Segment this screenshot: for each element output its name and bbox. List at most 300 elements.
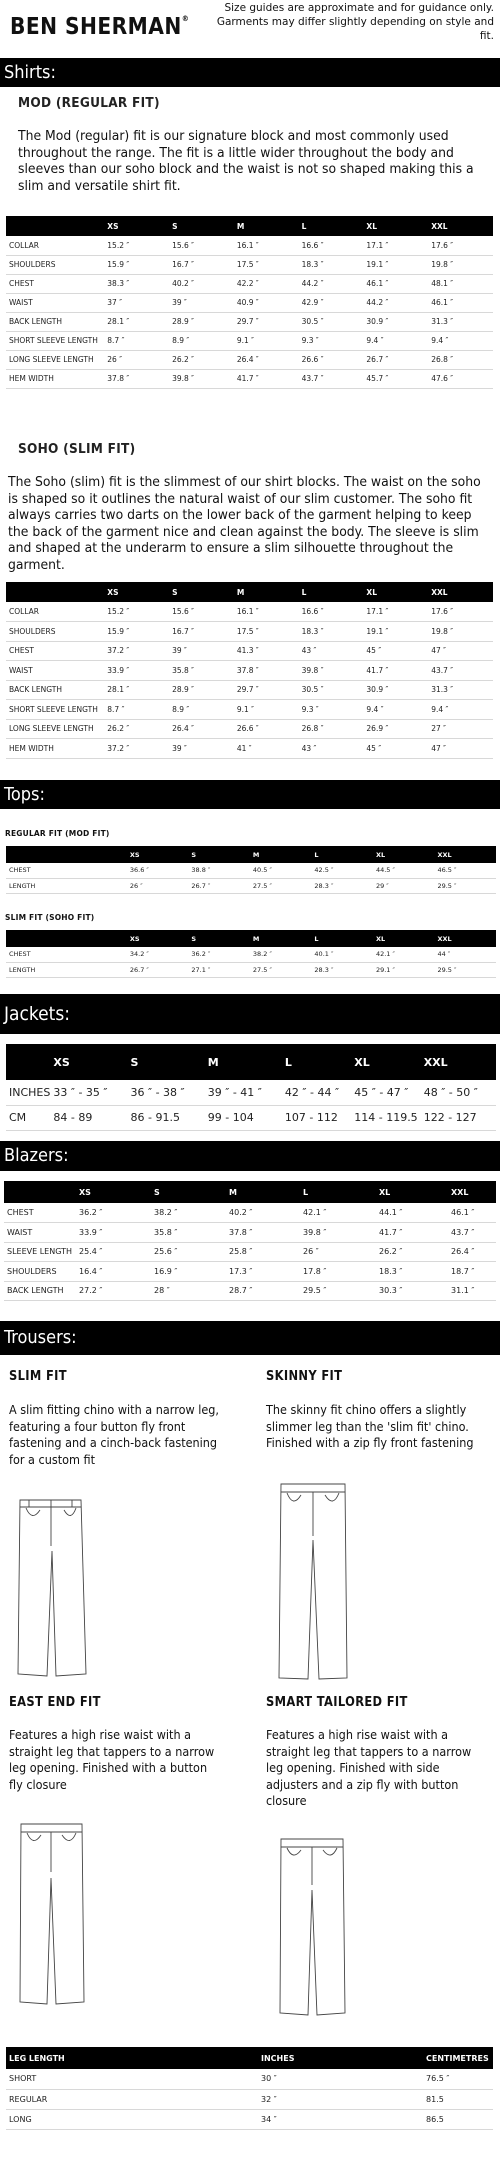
table-cell: 9.3 ″ — [301, 336, 319, 345]
table-cell: 28.1 ″ — [107, 317, 130, 326]
table-cell: 36.6 ″ — [129, 866, 149, 875]
table-row — [4, 1242, 496, 1262]
section-title-trousers: Trousers: — [0, 1321, 500, 1355]
table-cell: 16.4 ″ — [79, 1266, 103, 1276]
table-cell: 15.2 ″ — [107, 607, 130, 616]
table-cell: 36.2 ″ — [79, 1208, 103, 1217]
page-header — [0, 0, 500, 58]
table-cell: 27.1 ″ — [191, 965, 211, 974]
table-cell: 19.8 ″ — [431, 260, 454, 269]
disclaimer-line: Size guides are approximate and for guidance only. — [224, 2, 494, 14]
table-cell: 43 ″ — [301, 646, 317, 656]
column-header: XL — [375, 850, 386, 859]
row-label: HEM WIDTH — [9, 374, 54, 383]
trouser-fit-title: SKINNY FIT — [266, 1368, 343, 1384]
column-header: S — [191, 850, 197, 859]
skinny-fit-trouser-illustration — [273, 1480, 353, 1685]
table-cell: 15.2 ″ — [107, 240, 130, 250]
column-header: XS — [129, 850, 140, 859]
section-title-shirts: Shirts: — [0, 58, 500, 87]
table-header-row — [4, 1181, 496, 1203]
table-cell: 27.2 ″ — [79, 1286, 103, 1296]
table-cell: 25.4 ″ — [79, 1247, 103, 1257]
table-cell: 16.6 ″ — [301, 607, 324, 616]
column-header: S — [130, 1055, 139, 1069]
table-cell: 86 - 91.5 — [130, 1111, 180, 1124]
table-cell: 39.8 ″ — [303, 1227, 327, 1237]
table-cell: 18.3 ″ — [379, 1266, 403, 1276]
row-label: BACK LENGTH — [9, 685, 62, 695]
column-header: L — [314, 934, 319, 943]
leg-length-table — [6, 2047, 493, 2130]
east-end-fit-trouser-illustration — [16, 1820, 88, 2010]
row-label: SHORT — [9, 2074, 37, 2084]
table-cell: 19.8 ″ — [431, 626, 454, 636]
row-label: CHEST — [9, 950, 31, 959]
column-header: CENTIMETRES — [426, 2053, 489, 2063]
table-cell: 46.5 ″ — [437, 866, 457, 875]
table-cell: 46.1 ″ — [431, 298, 454, 307]
table-cell: 9.1 ″ — [236, 704, 254, 714]
table-cell: 17.6 ″ — [431, 240, 454, 250]
column-header: S — [172, 221, 178, 231]
table-cell: 8.7 ″ — [107, 336, 125, 345]
table-cell: 18.7 ″ — [451, 1266, 475, 1276]
soho-fit-title: SOHO (SLIM FIT) — [18, 441, 136, 457]
table-cell: 40.1 ″ — [314, 950, 334, 959]
column-header: L — [303, 1187, 309, 1197]
table-cell: 38.2 ″ — [252, 950, 272, 959]
mod-fit-title: MOD (REGULAR FIT) — [18, 95, 160, 111]
table-cell: 41.3 ″ — [236, 646, 259, 656]
section-title-tops: Tops: — [0, 780, 500, 809]
table-cell: 25.8 ″ — [229, 1247, 253, 1257]
brand-logo: BEN SHERMAN® — [10, 14, 190, 40]
table-row — [4, 1262, 496, 1282]
table-row — [6, 331, 493, 350]
table-cell: 31.3 ″ — [431, 685, 454, 695]
table-cell: 9.4 ″ — [366, 336, 384, 345]
table-cell: 31.1 ″ — [451, 1286, 475, 1296]
table-row — [4, 1281, 496, 1301]
table-cell: 45 ″ — [366, 646, 382, 656]
table-cell: 42.1 ″ — [303, 1208, 327, 1217]
table-cell: 44.5 ″ — [375, 866, 395, 875]
table-cell: 29.5 ″ — [437, 965, 457, 974]
row-label: SHOULDERS — [9, 626, 56, 636]
table-cell: 42.5 ″ — [314, 866, 334, 875]
table-cell: 46.1 ″ — [451, 1208, 475, 1217]
row-label: LONG SLEEVE LENGTH — [9, 355, 94, 364]
mod-fit-size-table — [6, 216, 493, 389]
table-row — [6, 2109, 493, 2129]
trouser-fit-description: Features a high rise waist with a straight leg that tappers to a narrow leg opening. Finished with side adjusters and a zip fly with button closure — [266, 1727, 472, 1808]
row-label: CM — [9, 1111, 27, 1124]
table-cell: 29.7 ″ — [236, 685, 259, 695]
table-row — [6, 255, 493, 274]
table-cell: 42.1 ″ — [375, 950, 395, 959]
column-header — [6, 1044, 50, 1080]
table-cell: 28.9 ″ — [172, 685, 194, 695]
table-cell: 38.2 ″ — [154, 1208, 178, 1217]
table-cell: 39 ″ — [172, 743, 187, 753]
row-label: CHEST — [9, 646, 34, 656]
table-cell: 16.7 ″ — [172, 260, 194, 269]
table-cell: 16.9 ″ — [154, 1266, 178, 1276]
table-row — [6, 947, 496, 962]
jackets-size-table — [6, 1044, 496, 1131]
table-row — [6, 680, 493, 700]
table-cell: 34 ″ — [261, 2114, 277, 2124]
table-row — [6, 2069, 493, 2089]
table-cell: 30.5 ″ — [301, 685, 324, 695]
table-cell: 26.7 ″ — [129, 965, 149, 974]
row-label: LENGTH — [9, 881, 36, 890]
column-header: M — [252, 934, 260, 943]
table-cell: 41.7 ″ — [236, 374, 259, 383]
table-cell: 8.9 ″ — [172, 336, 190, 345]
table-cell: 26 ″ — [107, 355, 123, 364]
table-cell: 40.9 ″ — [236, 298, 259, 307]
table-cell: 26 ″ — [303, 1247, 319, 1257]
table-cell: 17.5 ″ — [236, 260, 259, 269]
table-header-row — [6, 846, 496, 863]
table-cell: 37.8 ″ — [236, 665, 259, 675]
trouser-fit-title: EAST END FIT — [9, 1694, 101, 1710]
table-row — [6, 1105, 496, 1130]
column-header: M — [229, 1187, 237, 1197]
table-cell: 48 ″ - 50 ″ — [423, 1085, 478, 1099]
table-cell: 27.5 ″ — [252, 881, 272, 890]
column-header — [6, 846, 127, 863]
table-cell: 35.8 ″ — [172, 665, 194, 675]
table-cell: 28.3 ″ — [314, 881, 334, 890]
soho-fit-description: The Soho (slim) fit is the slimmest of our shirt blocks. The waist on the soho is shaped so it outlines the natural waist of our slim customer. The soho fit always carries two darts on the lower back of the garment helping to keep the back of the garment nice and clean against the body. The sleeve is slim and shaped at the underarm to ensure a slim silhouette throughout the garment. — [8, 474, 481, 573]
table-header-row — [6, 582, 493, 602]
table-cell: 15.9 ″ — [107, 626, 130, 636]
table-cell: 29.5 ″ — [437, 881, 457, 890]
table-cell: 42 ″ - 44 ″ — [284, 1085, 340, 1099]
table-cell: 47 ″ — [431, 646, 446, 656]
table-cell: 29.7 ″ — [236, 317, 259, 326]
row-label: SLEEVE LENGTH — [7, 1247, 73, 1257]
table-cell: 30.3 ″ — [379, 1286, 403, 1296]
table-cell: 27 ″ — [431, 724, 446, 734]
blazers-size-table — [4, 1181, 496, 1301]
disclaimer — [204, 1, 494, 43]
table-cell: 39 ″ — [172, 646, 187, 656]
row-label: REGULAR — [9, 2094, 48, 2104]
table-row — [6, 661, 493, 681]
table-cell: 38.8 ″ — [191, 866, 211, 875]
tops-regular-size-table — [6, 846, 496, 894]
table-cell: 44 ″ — [437, 950, 451, 959]
column-header — [6, 582, 104, 602]
table-cell: 44.2 ″ — [301, 279, 324, 288]
table-cell: 43.7 ″ — [301, 374, 324, 383]
table-cell: 45.7 ″ — [366, 374, 389, 383]
column-header: L — [301, 587, 307, 597]
table-cell: 39.8 ″ — [301, 665, 324, 675]
table-row — [6, 236, 493, 255]
table-header-row — [6, 930, 496, 947]
tops-regular-fit-title: REGULAR FIT (MOD FIT) — [5, 829, 110, 838]
table-cell: 17.5 ″ — [236, 626, 259, 636]
table-cell: 26.9 ″ — [366, 724, 389, 734]
column-header: S — [172, 587, 178, 597]
row-label: COLLAR — [9, 240, 40, 250]
table-cell: 37.8 ″ — [107, 374, 130, 383]
row-label: HEM WIDTH — [9, 743, 54, 753]
table-cell: 28.9 ″ — [172, 317, 194, 326]
table-cell: 25.6 ″ — [154, 1247, 178, 1257]
table-cell: 42.2 ″ — [236, 279, 259, 288]
row-label: WAIST — [9, 298, 33, 307]
table-cell: 29 ″ — [375, 881, 389, 890]
table-cell: 40.2 ″ — [172, 279, 194, 288]
column-header: XS — [79, 1187, 91, 1197]
table-cell: 30.5 ″ — [301, 317, 324, 326]
table-cell: 17.3 ″ — [229, 1266, 253, 1276]
table-cell: 26 ″ — [129, 881, 143, 890]
table-row — [6, 274, 493, 293]
column-header: M — [252, 850, 260, 859]
column-header: XS — [129, 934, 140, 943]
trouser-fit-title: SMART TAILORED FIT — [266, 1694, 408, 1710]
table-row — [6, 641, 493, 661]
slim-fit-trouser-illustration — [14, 1496, 89, 1681]
row-label: LENGTH — [9, 965, 36, 974]
row-label: COLLAR — [9, 607, 40, 616]
column-header: LEG LENGTH — [9, 2053, 65, 2063]
column-header: XL — [375, 934, 386, 943]
table-cell: 36 ″ - 38 ″ — [130, 1085, 185, 1099]
column-header: L — [314, 850, 319, 859]
table-cell: 28 ″ — [154, 1286, 170, 1296]
table-row — [6, 293, 493, 312]
table-row — [6, 719, 493, 739]
table-cell: 26.6 ″ — [301, 355, 324, 364]
column-header: XXL — [437, 934, 452, 943]
table-cell: 15.6 ″ — [172, 240, 194, 250]
table-cell: 33 ″ - 35 ″ — [53, 1085, 108, 1099]
column-header — [6, 930, 127, 947]
trouser-fit-description: Features a high rise waist with a straight leg that tappers to a narrow leg opening. Finished with a button fly closure — [9, 1727, 215, 1792]
table-cell: 16.1 ″ — [236, 240, 259, 250]
table-cell: 37.2 ″ — [107, 743, 130, 753]
table-cell: 26.8 ″ — [301, 724, 324, 734]
table-cell: 86.5 — [426, 2114, 444, 2124]
row-label: SHOULDERS — [9, 260, 56, 269]
table-cell: 29.5 ″ — [303, 1286, 327, 1296]
table-cell: 107 - 112 — [284, 1111, 338, 1124]
table-cell: 17.1 ″ — [366, 240, 389, 250]
row-label: BACK LENGTH — [9, 317, 62, 326]
table-cell: 26.2 ″ — [107, 724, 130, 734]
table-cell: 39 ″ - 41 ″ — [207, 1085, 262, 1099]
table-cell: 33.9 ″ — [107, 665, 130, 675]
column-header: XS — [107, 587, 119, 597]
column-header: XXL — [451, 1187, 469, 1197]
smart-tailored-fit-trouser-illustration — [275, 1835, 350, 2020]
table-cell: 9.4 ″ — [431, 336, 449, 345]
table-cell: 40.2 ″ — [229, 1208, 253, 1217]
table-row — [6, 369, 493, 388]
table-cell: 18.3 ″ — [301, 626, 324, 636]
trouser-fit-description: A slim fitting chino with a narrow leg, featuring a four button fly front fastening and a cinch-back fastening for a custom fit — [9, 1402, 220, 1467]
table-cell: 17.1 ″ — [366, 607, 389, 616]
column-header — [4, 1181, 76, 1203]
table-cell: 29.1 ″ — [375, 965, 395, 974]
table-cell: 26.7 ″ — [191, 881, 211, 890]
column-header: INCHES — [261, 2053, 295, 2063]
table-cell: 43.7 ″ — [451, 1227, 475, 1237]
table-cell: 9.1 ″ — [236, 336, 254, 345]
table-cell: 15.6 ″ — [172, 607, 194, 616]
table-row — [6, 962, 496, 977]
row-label: SHOULDERS — [7, 1266, 57, 1276]
table-cell: 43 ″ — [301, 743, 317, 753]
column-header: L — [284, 1055, 292, 1069]
row-label: LONG — [9, 2114, 32, 2124]
table-cell: 35.8 ″ — [154, 1227, 178, 1237]
row-label: INCHES — [9, 1085, 51, 1099]
table-cell: 26.2 ″ — [172, 355, 194, 364]
tops-slim-fit-title: SLIM FIT (SOHO FIT) — [5, 913, 95, 922]
table-cell: 28.3 ″ — [314, 965, 334, 974]
table-cell: 18.3 ″ — [301, 260, 324, 269]
table-cell: 37.2 ″ — [107, 646, 130, 656]
row-label: BACK LENGTH — [7, 1286, 64, 1296]
column-header — [6, 216, 104, 236]
table-row — [6, 622, 493, 642]
table-cell: 26.6 ″ — [236, 724, 259, 734]
table-cell: 40.5 ″ — [252, 866, 272, 875]
table-cell: 41.7 ″ — [366, 665, 389, 675]
table-cell: 37.8 ″ — [229, 1227, 253, 1237]
table-cell: 19.1 ″ — [366, 626, 389, 636]
column-header: XL — [379, 1187, 391, 1197]
table-row — [6, 878, 496, 893]
table-cell: 28.7 ″ — [229, 1286, 253, 1296]
table-cell: 16.6 ″ — [301, 240, 324, 250]
row-label: LONG SLEEVE LENGTH — [9, 724, 94, 734]
table-cell: 46.1 ″ — [366, 279, 389, 288]
table-cell: 37 ″ — [107, 298, 123, 307]
table-cell: 19.1 ″ — [366, 260, 389, 269]
table-cell: 17.8 ″ — [303, 1266, 327, 1276]
table-cell: 30 ″ — [261, 2074, 277, 2084]
table-cell: 81.5 — [426, 2094, 444, 2104]
table-cell: 26.7 ″ — [366, 355, 389, 364]
table-cell: 33.9 ″ — [79, 1227, 103, 1237]
table-row — [6, 350, 493, 369]
table-cell: 9.4 ″ — [366, 704, 384, 714]
table-cell: 43.7 ″ — [431, 665, 454, 675]
column-header: S — [154, 1187, 160, 1197]
column-header: XL — [354, 1055, 370, 1069]
table-row — [4, 1203, 496, 1223]
table-cell: 34.2 ″ — [129, 950, 149, 959]
table-cell: 26.8 ″ — [431, 355, 454, 364]
table-cell: 26.4 ″ — [451, 1247, 475, 1257]
table-cell: 47.6 ″ — [431, 374, 454, 383]
table-cell: 47 ″ — [431, 743, 446, 753]
column-header: XS — [107, 221, 119, 231]
table-header-row — [6, 216, 493, 236]
row-label: CHEST — [7, 1208, 34, 1217]
table-cell: 26.4 ″ — [172, 724, 194, 734]
column-header: XXL — [431, 587, 448, 597]
table-row — [4, 1223, 496, 1243]
table-cell: 30.9 ″ — [366, 685, 389, 695]
row-label: WAIST — [9, 665, 33, 675]
table-row — [6, 1080, 496, 1105]
table-cell: 48.1 ″ — [431, 279, 454, 288]
table-cell: 44.2 ″ — [366, 298, 389, 307]
column-header: XL — [366, 587, 377, 597]
column-header: M — [236, 587, 245, 597]
trouser-fit-title: SLIM FIT — [9, 1368, 67, 1384]
table-cell: 17.6 ″ — [431, 607, 454, 616]
table-cell: 26.2 ″ — [379, 1247, 403, 1257]
table-row — [6, 312, 493, 331]
table-cell: 38.3 ″ — [107, 279, 130, 288]
table-header-row — [6, 2047, 493, 2069]
table-cell: 44.1 ″ — [379, 1208, 403, 1217]
table-cell: 45 ″ — [366, 743, 382, 753]
column-header: L — [301, 221, 307, 231]
table-cell: 76.5 ″ — [426, 2074, 450, 2084]
trouser-fit-description: The skinny fit chino offers a slightly slimmer leg than the 'slim fit' chino. Finished with a zip fly front fastening — [266, 1402, 474, 1450]
table-cell: 8.7 ″ — [107, 704, 125, 714]
table-row — [6, 2089, 493, 2109]
table-row — [6, 863, 496, 878]
table-cell: 39 ″ — [172, 298, 187, 307]
column-header: XL — [366, 221, 377, 231]
table-cell: 99 - 104 — [207, 1111, 254, 1124]
mod-fit-description: The Mod (regular) fit is our signature block and most commonly used throughout the range. The fit is a little wider throughout the body and sleeves than our soho block and the waist is not so shaped making this a slim and versatile shirt fit. — [18, 128, 474, 194]
table-cell: 16.1 ″ — [236, 607, 259, 616]
section-title-jackets: Jackets: — [0, 994, 500, 1034]
table-cell: 32 ″ — [261, 2094, 277, 2104]
row-label: CHEST — [9, 279, 34, 288]
table-cell: 36.2 ″ — [191, 950, 211, 959]
table-cell: 9.3 ″ — [301, 704, 319, 714]
row-label: SHORT SLEEVE LENGTH — [9, 336, 98, 345]
table-cell: 15.9 ″ — [107, 260, 130, 269]
table-cell: 114 - 119.5 — [354, 1111, 418, 1124]
table-cell: 122 - 127 — [423, 1111, 477, 1124]
table-cell: 8.9 ″ — [172, 704, 190, 714]
row-label: CHEST — [9, 866, 31, 875]
table-cell: 41.7 ″ — [379, 1227, 403, 1237]
row-label: SHORT SLEEVE LENGTH — [9, 704, 98, 714]
table-cell: 30.9 ″ — [366, 317, 389, 326]
table-header-row — [6, 1044, 496, 1080]
column-header: XXL — [431, 221, 448, 231]
table-row — [6, 602, 493, 622]
row-label: WAIST — [7, 1227, 33, 1237]
table-cell: 42.9 ″ — [301, 298, 324, 307]
table-row — [6, 700, 493, 720]
disclaimer-line: Garments may differ slightly depending on style and fit. — [216, 16, 494, 42]
table-cell: 45 ″ - 47 ″ — [354, 1085, 409, 1099]
table-cell: 27.5 ″ — [252, 965, 272, 974]
column-header: XS — [53, 1055, 70, 1069]
column-header: M — [236, 221, 245, 231]
soho-fit-size-table — [6, 582, 493, 759]
